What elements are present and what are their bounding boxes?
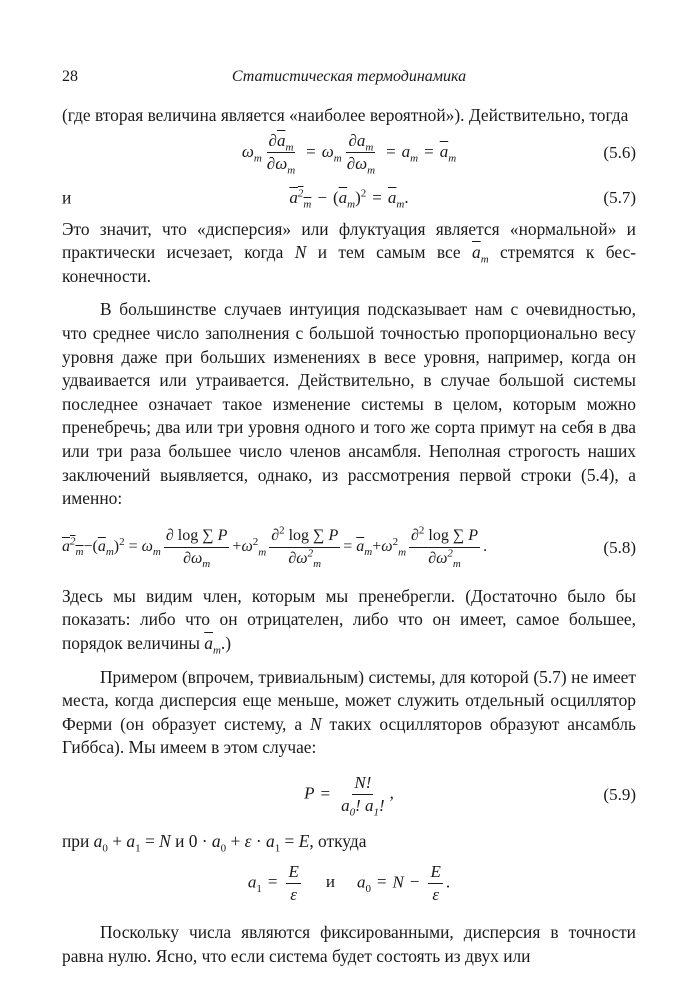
equation-5-6 xyxy=(62,128,636,178)
equation-body: $a^2_m-(\overline{a}_m)^2 = \omega_m$ $\frac{\partial \log \sum P}{\partial\omega_m}$ $+\omega^2_m$ $\frac{\partial^2 \log \sum P}{\partial\omega^2_m}$ = $\overline{a}_m+\omega^2_m$ $\frac{\partial^2 \log \sum P}{\partial\omega^2_m}$ . xyxy=(62,524,488,571)
equation-5-8 xyxy=(62,511,636,585)
paragraph-3: В большинстве случаев интуиция подсказывает нам с очевидностью, что среднее число заполнения с большой точностью пропорционально весу уровня даже при больших изменениях в весе уровня, например, когда он удваивается или утраивается. Действительно, в случае большой системы последнее означает такое изменение системы в целом, которым можно пренебречь; два или три уровня одного и того же сорта примут на себя в два или три раза большее число членов ансамбля. Неполная строгость наших заключений выявляется, однако, из рассмотрения первой строки (5.4), а именно: xyxy=(62,299,636,509)
equation-body: $\omega_m$ $\frac{\partial\overline{a}_m}{\partial\omega_m}$ = $\omega_m$ $\frac{\partial a_m}{\partial\omega_m}$ = $a_m = \overline{a}_m$ xyxy=(241,131,457,177)
equation-number: (5.7) xyxy=(603,187,636,207)
equation-number: (5.9) xyxy=(603,784,636,804)
equation-5-9 xyxy=(62,760,636,830)
text-segment: Это значит, что «дисперсия» или флуктуация является «нормальной» и практически исчезает, когда N и тем самым все $\overline{a}_m$ стремятся к бесконечности. xyxy=(62,218,636,286)
paragraph-2 xyxy=(62,218,636,289)
paragraph-7: Поскольку числа являются фиксированными, дисперсия в точности равна нулю. Ясно, что если система будет состоять из двух или xyxy=(62,922,636,967)
page-number: 28 xyxy=(62,68,78,85)
equation-body: P = $\frac{N!}{a_0! a_1!}$ , xyxy=(304,773,394,819)
paragraph-1: (где вторая величина является «наиболее вероятной»). Действительно, тогда xyxy=(62,105,629,125)
running-title: Статистическая термодинамика xyxy=(231,68,467,85)
equation-number: (5.6) xyxy=(603,142,636,162)
page-header xyxy=(62,68,636,94)
equation-5-7 xyxy=(62,178,636,218)
and-word: и xyxy=(62,187,72,208)
text-segment: Здесь мы видим член, которым мы пренебрегли. (Достаточно было бы показать: либо что он отрицателен, либо что он имеет, самое большее, порядок величины $\overline{a}_m$.) xyxy=(62,585,636,657)
book-page xyxy=(62,68,636,969)
equation-number: (5.8) xyxy=(603,537,636,557)
equation-body: $a_1$ = $\frac{E}{\varepsilon}$ и $a_0 = N$ − $\frac{E}{\varepsilon}$ . xyxy=(247,861,451,904)
paragraph-5 xyxy=(62,666,636,760)
equation-body: $a^2_m - (\overline{a}_m)^2 = \overline{a}_m$. xyxy=(289,186,409,210)
text-segment: Примером (впрочем, тривиальным) системы, для которой (5.7) не имеет места, когда дисперсия еще меньше, может служить отдельный осциллятор Ферми (он образует систему, а N таких осцилляторов образуют ансамбль Гиббса). Мы имеем в этом случае: xyxy=(62,666,636,758)
equation-a0-a1 xyxy=(62,853,636,913)
paragraph-6 xyxy=(62,830,636,854)
paragraph-4 xyxy=(62,585,636,656)
text-segment: при $a_0 + a_1 = N$ и $0 \cdot a_0 + \varepsilon \cdot a_1 = E$, откуда xyxy=(62,830,367,855)
